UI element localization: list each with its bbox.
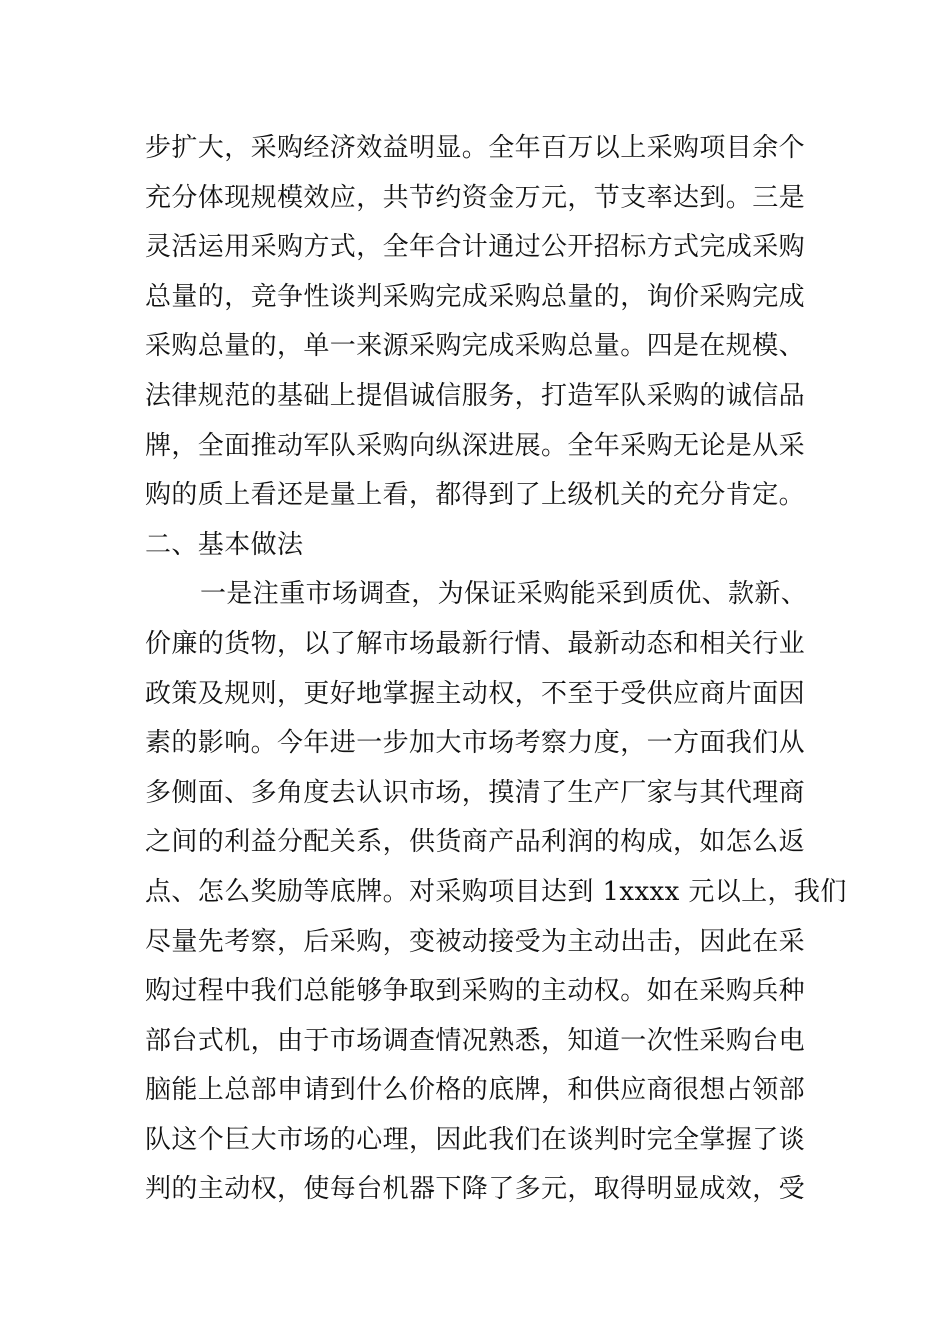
paragraph-first-line: 一是注重市场调查，为保证采购能采到质优、款新、 bbox=[200, 579, 808, 610]
text-line: 队这个巨大市场的心理，因此我们在谈判时完全掌握了谈 bbox=[145, 1124, 806, 1155]
text-line: 判的主动权，使每台机器下降了多元，取得明显成效，受 bbox=[145, 1174, 806, 1205]
text-line: 牌，全面推动军队采购向纵深进展。全年采购无论是从采 bbox=[145, 430, 806, 461]
text-line: 购过程中我们总能够争取到采购的主动权。如在采购兵种 bbox=[145, 976, 806, 1007]
text-line: 多侧面、多角度去认识市场，摸清了生产厂家与其代理商 bbox=[145, 777, 806, 808]
text-line: 点、怎么奖励等底牌。对采购项目达到 1xxxx 元以上，我们 bbox=[145, 876, 847, 907]
text-line: 总量的，竞争性谈判采购完成采购总量的，询价采购完成 bbox=[145, 281, 806, 312]
body-text bbox=[145, 124, 847, 1215]
text-line: 步扩大，采购经济效益明显。全年百万以上采购项目余个 bbox=[145, 133, 806, 163]
text-line: 灵活运用采购方式，全年合计通过公开招标方式完成采购 bbox=[145, 232, 806, 263]
text-line: 政策及规则，更好地掌握主动权，不至于受供应商片面因 bbox=[145, 678, 806, 709]
text-line: 价廉的货物，以了解市场最新行情、最新动态和相关行业 bbox=[145, 628, 806, 659]
text-line: 脑能上总部申请到什么价格的底牌，和供应商很想占领部 bbox=[145, 1075, 806, 1106]
text-line: 素的影响。今年进一步加大市场考察力度，一方面我们从 bbox=[145, 728, 806, 759]
text-line: 购的质上看还是量上看，都得到了上级机关的充分肯定。 bbox=[145, 480, 806, 511]
text-line: 法律规范的基础上提倡诚信服务，打造军队采购的诚信品 bbox=[145, 380, 806, 411]
section-heading: 二、基本做法 bbox=[145, 529, 304, 560]
text-line: 充分体现规模效应，共节约资金万元，节支率达到。三是 bbox=[145, 182, 806, 213]
text-line: 采购总量的，单一来源采购完成采购总量。四是在规模、 bbox=[145, 331, 806, 362]
text-line: 尽量先考察，后采购，变被动接受为主动出击，因此在采 bbox=[145, 926, 806, 957]
text-line: 部台式机，由于市场调查情况熟悉，知道一次性采购台电 bbox=[145, 1025, 806, 1056]
text-line: 之间的利益分配关系，供货商产品利润的构成，如怎么返 bbox=[145, 827, 806, 858]
